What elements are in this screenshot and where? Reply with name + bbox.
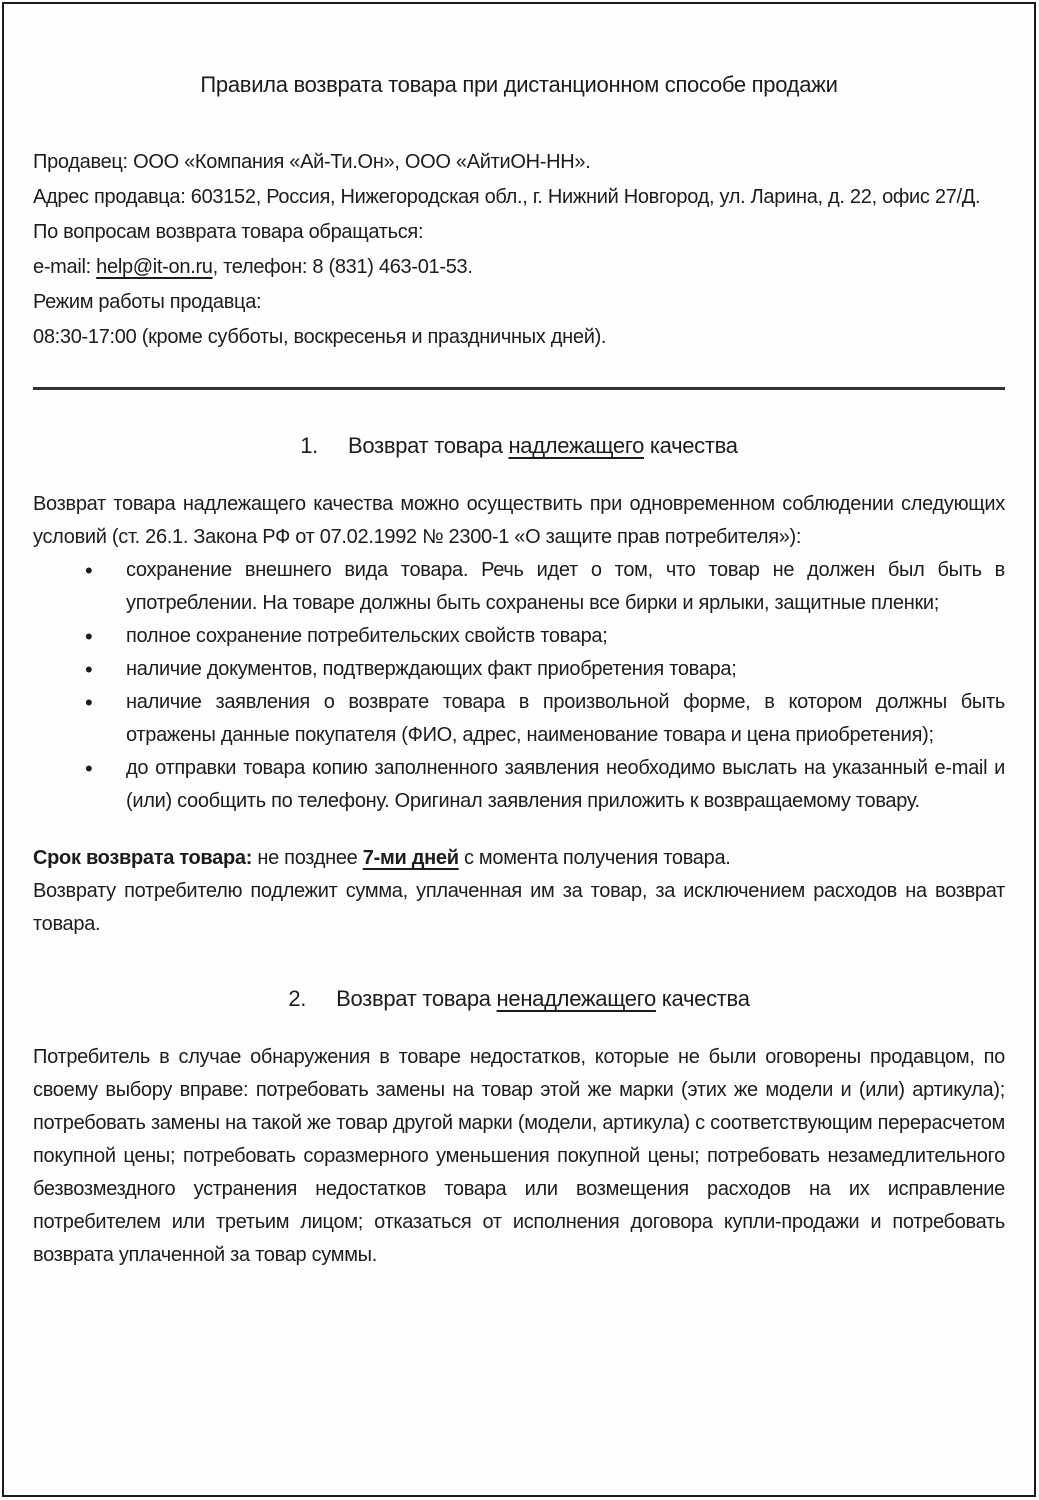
- section2-heading-post: качества: [655, 986, 750, 1011]
- return-term-text1: не позднее: [252, 847, 363, 869]
- list-item: • наличие документов, подтверждающих факт приобретения товара;: [33, 653, 1005, 686]
- seller-address-line: Адрес продавца: 603152, Россия, Нижегородская обл., г. Нижний Новгород, ул. Ларина, д. 22, офис 27/Д.: [33, 186, 981, 208]
- return-term-label: Срок возврата товара:: [33, 847, 253, 869]
- document-title: Правила возврата товара при дистанционном способе продажи: [200, 72, 838, 97]
- schedule-value: 08:30-17:00 (кроме субботы, воскресенья и праздничных дней).: [33, 326, 607, 348]
- email-label: e-mail:: [33, 256, 97, 278]
- section1-number: 1.: [300, 433, 318, 458]
- section2-number: 2.: [288, 986, 307, 1011]
- section1-heading-pre: Возврат товара: [348, 433, 509, 458]
- section-divider: [33, 387, 1005, 390]
- section1-heading-post: качества: [644, 433, 738, 458]
- list-item: • до отправки товара копию заполненного заявления необходимо выслать на указанный e-mail и (или) сообщить по телефону. Оригинал заявления приложить к возвращаемому товару.: [33, 752, 1005, 818]
- seller-vendor-line: Продавец: ООО «Компания «Ай-Ти.Он», ООО «АйтиОН-НН».: [33, 151, 591, 173]
- section2-body-paragraph: Потребитель в случае обнаружения в товаре недостатков, которые не были оговорены продавцом, по своему выбору вправе: потребовать замены на товар этой же марки (этих же модели и (или) артикула); потребовать замены на такой же товар другой марки (модели, артикула) с соответствующим перерасчетом покупной цены; потребовать соразмерного уменьшения покупной цены; потребовать незамедлительного безвозмездного устранения недостатков товара или возмещения расходов на их исправление потребителем или третьим лицом; отказаться от исполнения договора купли-продажи и потребовать возврата уплаченной за товар суммы.: [33, 1046, 1005, 1266]
- return-term-paragraph: [33, 842, 1005, 875]
- seller-contact-line: [33, 250, 1005, 285]
- phone-text: , телефон: 8 (831) 463-01-53.: [212, 256, 473, 278]
- email-address: help@it-on.ru: [96, 256, 213, 278]
- section1-heading: [33, 430, 1005, 462]
- return-term-days: 7-ми дней: [362, 847, 459, 869]
- list-item: • полное сохранение потребительских свойств товара;: [33, 620, 1005, 653]
- return-term-text2: с момента получения товара.: [458, 847, 731, 869]
- section2-heading-pre: Возврат товара: [336, 986, 497, 1011]
- schedule-label: Режим работы продавца:: [33, 291, 262, 313]
- section2-heading: [33, 983, 1005, 1015]
- section1-intro-paragraph: Возврат товара надлежащего качества можно осуществить при одновременном соблюдении следующих условий (ст. 26.1. Закона РФ от 07.02.1992 № 2300-1 «О защите прав потребителя»):: [33, 493, 1005, 548]
- seller-info-block: [33, 145, 1005, 355]
- seller-contact-intro: По вопросам возврата товара обращаться:: [33, 221, 424, 243]
- section1-bullet-list: [33, 554, 1005, 818]
- list-item: • наличие заявления о возврате товара в произвольной форме, в котором должны быть отражены данные покупателя (ФИО, адрес, наименование товара и цена приобретения);: [33, 686, 1005, 752]
- section1-heading-underlined: надлежащего: [508, 433, 645, 458]
- section2-heading-underlined: ненадлежащего: [496, 986, 656, 1011]
- list-item: • сохранение внешнего вида товара. Речь идет о том, что товар не должен был быть в употреблении. На товаре должны быть сохранены все бирки и ярлыки, защитные пленки;: [33, 554, 1005, 620]
- refund-paragraph: Возврату потребителю подлежит сумма, уплаченная им за товар, за исключением расходов на возврат товара.: [33, 880, 1005, 935]
